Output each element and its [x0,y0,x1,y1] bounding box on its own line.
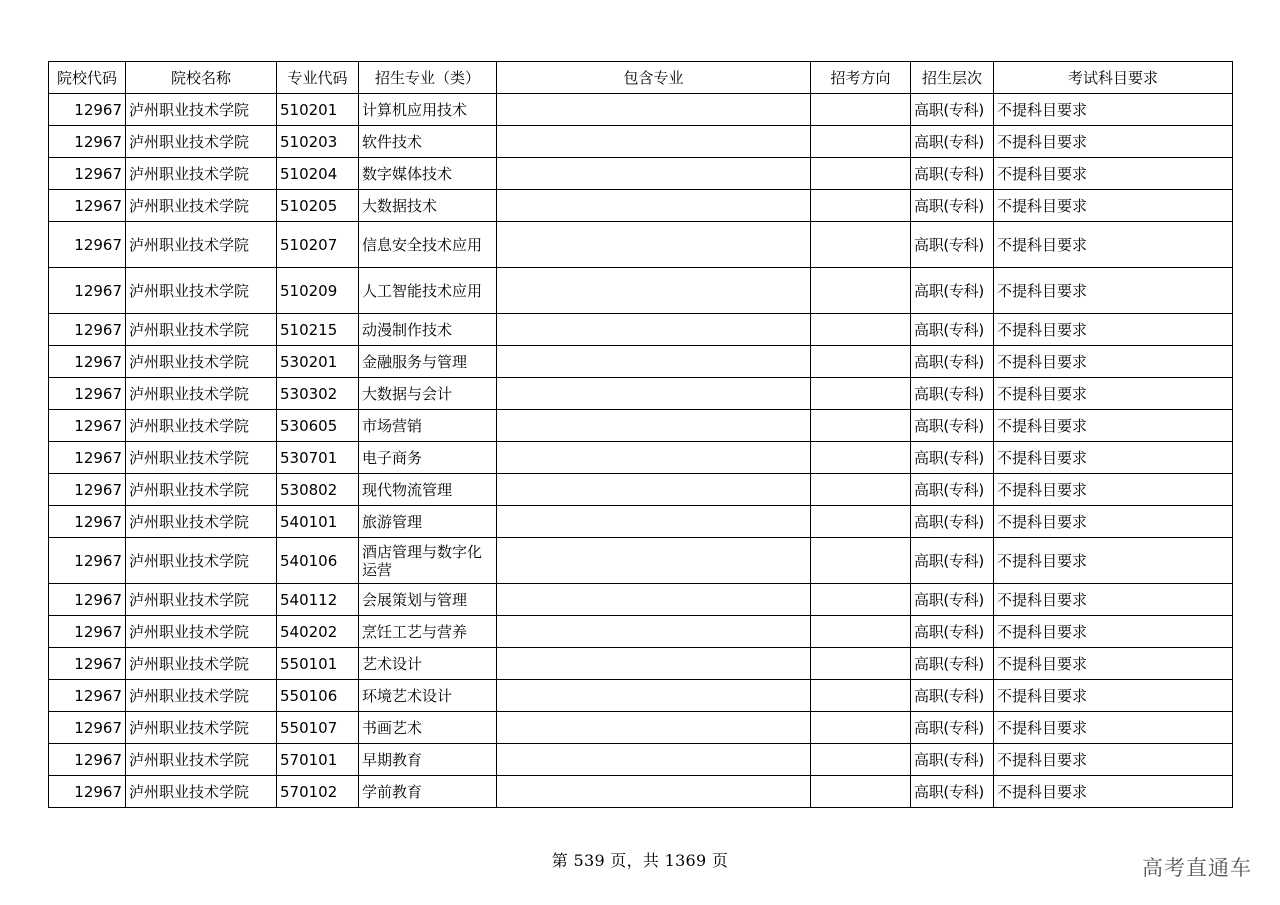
cell-exam-requirement: 不提科目要求 [994,538,1233,584]
table-row [49,744,1233,776]
cell-major: 市场营销 [359,410,497,442]
cell-major: 信息安全技术应用 [359,222,497,268]
cell-included-majors [497,616,811,648]
cell-exam-requirement: 不提科目要求 [994,442,1233,474]
cell-school-code: 12967 [49,190,126,222]
cell-exam-requirement: 不提科目要求 [994,378,1233,410]
table-row [49,378,1233,410]
cell-level: 高职(专科) [911,222,994,268]
cell-exam-requirement: 不提科目要求 [994,584,1233,616]
cell-included-majors [497,712,811,744]
cell-direction [811,744,911,776]
cell-level: 高职(专科) [911,190,994,222]
header-row [49,62,1233,94]
cell-school-name: 泸州职业技术学院 [126,190,277,222]
cell-level: 高职(专科) [911,126,994,158]
cell-included-majors [497,506,811,538]
cell-major: 书画艺术 [359,712,497,744]
cell-school-name: 泸州职业技术学院 [126,474,277,506]
cell-major: 环境艺术设计 [359,680,497,712]
cell-direction [811,506,911,538]
cell-included-majors [497,410,811,442]
cell-included-majors [497,538,811,584]
cell-direction [811,680,911,712]
cell-school-name: 泸州职业技术学院 [126,616,277,648]
table-row [49,190,1233,222]
cell-major: 艺术设计 [359,648,497,680]
cell-school-code: 12967 [49,268,126,314]
cell-major-code: 540112 [277,584,359,616]
cell-school-name: 泸州职业技术学院 [126,158,277,190]
table-row [49,314,1233,346]
table-row [49,158,1233,190]
cell-level: 高职(专科) [911,378,994,410]
cell-exam-requirement: 不提科目要求 [994,616,1233,648]
cell-school-code: 12967 [49,126,126,158]
cell-school-code: 12967 [49,94,126,126]
cell-major: 软件技术 [359,126,497,158]
table-row [49,474,1233,506]
cell-level: 高职(专科) [911,268,994,314]
cell-major: 电子商务 [359,442,497,474]
header-direction: 招考方向 [811,62,911,94]
cell-included-majors [497,268,811,314]
cell-exam-requirement: 不提科目要求 [994,126,1233,158]
cell-school-code: 12967 [49,442,126,474]
cell-major-code: 540101 [277,506,359,538]
header-exam-requirement: 考试科目要求 [994,62,1233,94]
header-school-code: 院校代码 [49,62,126,94]
header-level: 招生层次 [911,62,994,94]
cell-exam-requirement: 不提科目要求 [994,190,1233,222]
cell-major: 大数据与会计 [359,378,497,410]
cell-direction [811,776,911,808]
cell-included-majors [497,680,811,712]
cell-school-name: 泸州职业技术学院 [126,712,277,744]
header-major: 招生专业（类） [359,62,497,94]
cell-school-code: 12967 [49,158,126,190]
cell-major: 计算机应用技术 [359,94,497,126]
cell-direction [811,346,911,378]
cell-school-name: 泸州职业技术学院 [126,126,277,158]
cell-school-code: 12967 [49,378,126,410]
cell-exam-requirement: 不提科目要求 [994,776,1233,808]
header-school-name: 院校名称 [126,62,277,94]
cell-exam-requirement: 不提科目要求 [994,222,1233,268]
table-row [49,616,1233,648]
cell-direction [811,190,911,222]
cell-included-majors [497,776,811,808]
cell-school-name: 泸州职业技术学院 [126,378,277,410]
cell-school-name: 泸州职业技术学院 [126,314,277,346]
cell-level: 高职(专科) [911,616,994,648]
cell-level: 高职(专科) [911,712,994,744]
cell-major-code: 550101 [277,648,359,680]
cell-direction [811,584,911,616]
cell-school-code: 12967 [49,776,126,808]
cell-included-majors [497,222,811,268]
cell-included-majors [497,126,811,158]
table-row [49,648,1233,680]
cell-major-code: 540202 [277,616,359,648]
cell-direction [811,474,911,506]
cell-school-name: 泸州职业技术学院 [126,410,277,442]
cell-school-code: 12967 [49,506,126,538]
cell-exam-requirement: 不提科目要求 [994,314,1233,346]
table-row [49,222,1233,268]
cell-level: 高职(专科) [911,538,994,584]
cell-major-code: 510201 [277,94,359,126]
cell-school-code: 12967 [49,346,126,378]
cell-school-code: 12967 [49,648,126,680]
cell-major-code: 510203 [277,126,359,158]
cell-school-code: 12967 [49,616,126,648]
cell-direction [811,410,911,442]
cell-school-name: 泸州职业技术学院 [126,94,277,126]
watermark: 高考直通车 [1142,856,1252,880]
table-row [49,126,1233,158]
cell-included-majors [497,584,811,616]
table-row [49,712,1233,744]
cell-level: 高职(专科) [911,346,994,378]
cell-school-code: 12967 [49,222,126,268]
table-row [49,538,1233,584]
cell-school-name: 泸州职业技术学院 [126,442,277,474]
cell-exam-requirement: 不提科目要求 [994,410,1233,442]
cell-included-majors [497,314,811,346]
cell-included-majors [497,442,811,474]
cell-exam-requirement: 不提科目要求 [994,712,1233,744]
cell-school-code: 12967 [49,538,126,584]
cell-level: 高职(专科) [911,648,994,680]
cell-major-code: 570102 [277,776,359,808]
cell-level: 高职(专科) [911,584,994,616]
cell-exam-requirement: 不提科目要求 [994,506,1233,538]
cell-major: 数字媒体技术 [359,158,497,190]
table-row [49,346,1233,378]
cell-school-name: 泸州职业技术学院 [126,744,277,776]
cell-major-code: 530802 [277,474,359,506]
cell-major: 人工智能技术应用 [359,268,497,314]
cell-school-name: 泸州职业技术学院 [126,346,277,378]
cell-level: 高职(专科) [911,744,994,776]
cell-school-name: 泸州职业技术学院 [126,268,277,314]
cell-school-code: 12967 [49,744,126,776]
cell-level: 高职(专科) [911,158,994,190]
cell-major-code: 570101 [277,744,359,776]
table-body [49,94,1233,808]
cell-major-code: 550107 [277,712,359,744]
cell-included-majors [497,378,811,410]
cell-exam-requirement: 不提科目要求 [994,680,1233,712]
cell-school-name: 泸州职业技术学院 [126,648,277,680]
cell-school-code: 12967 [49,712,126,744]
cell-major: 现代物流管理 [359,474,497,506]
table-row [49,410,1233,442]
table-row [49,268,1233,314]
table-row [49,584,1233,616]
cell-level: 高职(专科) [911,776,994,808]
cell-direction [811,314,911,346]
cell-school-code: 12967 [49,314,126,346]
cell-level: 高职(专科) [911,442,994,474]
cell-exam-requirement: 不提科目要求 [994,474,1233,506]
cell-major: 会展策划与管理 [359,584,497,616]
cell-major: 动漫制作技术 [359,314,497,346]
cell-direction [811,94,911,126]
cell-major-code: 550106 [277,680,359,712]
cell-exam-requirement: 不提科目要求 [994,94,1233,126]
cell-school-code: 12967 [49,680,126,712]
table-row [49,776,1233,808]
cell-school-name: 泸州职业技术学院 [126,776,277,808]
cell-exam-requirement: 不提科目要求 [994,158,1233,190]
cell-major: 大数据技术 [359,190,497,222]
cell-school-name: 泸州职业技术学院 [126,222,277,268]
table-row [49,506,1233,538]
cell-school-code: 12967 [49,584,126,616]
cell-major-code: 510207 [277,222,359,268]
header-major-code: 专业代码 [277,62,359,94]
admissions-table [48,61,1233,808]
cell-exam-requirement: 不提科目要求 [994,268,1233,314]
cell-direction [811,616,911,648]
cell-exam-requirement: 不提科目要求 [994,346,1233,378]
cell-major-code: 510204 [277,158,359,190]
cell-direction [811,648,911,680]
cell-direction [811,712,911,744]
cell-included-majors [497,158,811,190]
cell-direction [811,378,911,410]
cell-school-name: 泸州职业技术学院 [126,538,277,584]
cell-exam-requirement: 不提科目要求 [994,648,1233,680]
cell-exam-requirement: 不提科目要求 [994,744,1233,776]
cell-school-name: 泸州职业技术学院 [126,506,277,538]
cell-included-majors [497,94,811,126]
cell-school-name: 泸州职业技术学院 [126,680,277,712]
cell-major: 学前教育 [359,776,497,808]
cell-major-code: 510209 [277,268,359,314]
cell-direction [811,538,911,584]
cell-included-majors [497,744,811,776]
cell-major: 金融服务与管理 [359,346,497,378]
table-row [49,94,1233,126]
cell-direction [811,222,911,268]
cell-major: 酒店管理与数字化运营 [359,538,497,584]
cell-school-name: 泸州职业技术学院 [126,584,277,616]
cell-major-code: 510215 [277,314,359,346]
cell-major-code: 530605 [277,410,359,442]
cell-school-code: 12967 [49,474,126,506]
cell-direction [811,158,911,190]
cell-major: 烹饪工艺与营养 [359,616,497,648]
cell-included-majors [497,474,811,506]
cell-school-code: 12967 [49,410,126,442]
cell-major-code: 530701 [277,442,359,474]
cell-major-code: 540106 [277,538,359,584]
cell-level: 高职(专科) [911,474,994,506]
cell-direction [811,126,911,158]
cell-level: 高职(专科) [911,506,994,538]
cell-direction [811,442,911,474]
cell-major: 早期教育 [359,744,497,776]
cell-included-majors [497,648,811,680]
cell-level: 高职(专科) [911,680,994,712]
table-row [49,442,1233,474]
cell-major-code: 510205 [277,190,359,222]
cell-level: 高职(专科) [911,314,994,346]
cell-level: 高职(专科) [911,410,994,442]
cell-included-majors [497,190,811,222]
cell-major-code: 530201 [277,346,359,378]
cell-included-majors [497,346,811,378]
header-included-majors: 包含专业 [497,62,811,94]
cell-direction [811,268,911,314]
page-footer: 第 539 页，共 1369 页 [551,851,729,870]
cell-major: 旅游管理 [359,506,497,538]
cell-major-code: 530302 [277,378,359,410]
table-row [49,680,1233,712]
cell-level: 高职(专科) [911,94,994,126]
